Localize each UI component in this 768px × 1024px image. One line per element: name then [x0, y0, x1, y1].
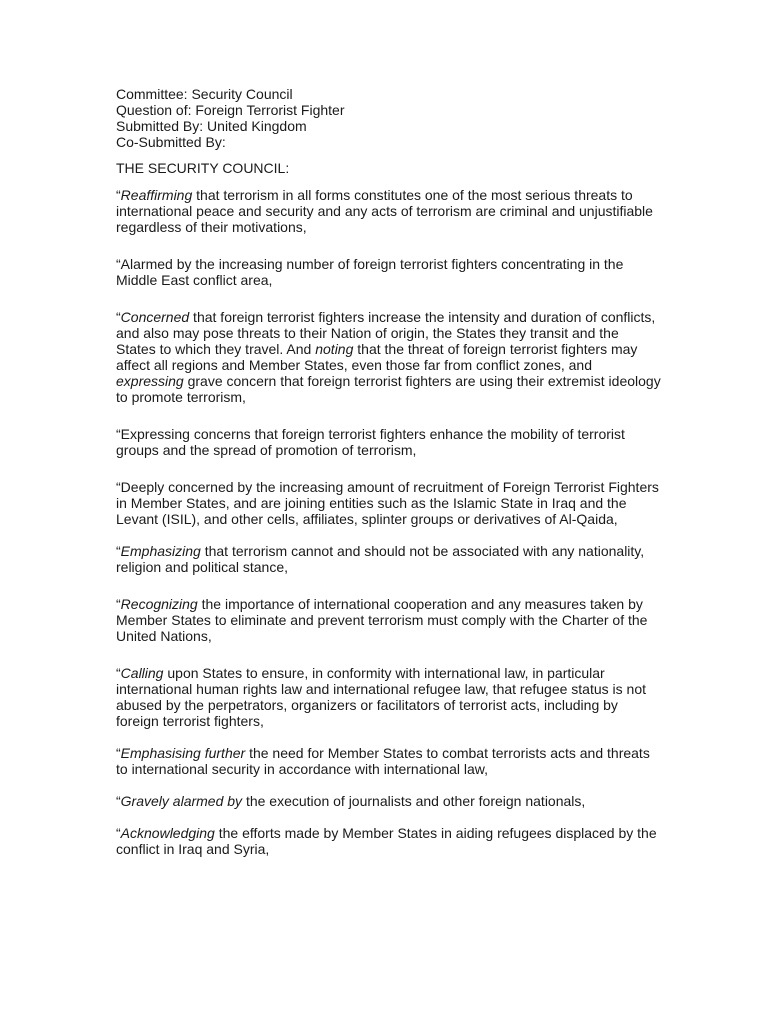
clause-quote: “ — [116, 745, 121, 761]
clause-lead: Recognizing — [120, 596, 198, 612]
clause-text: Expressing concerns that foreign terrorist fighters enhance the mobility of terrorist groups and the spread of promotion of terrorism, — [116, 426, 625, 458]
clause-quote: “ — [116, 665, 121, 681]
clause-lead-noting: noting — [315, 341, 354, 357]
committee-line: Committee: Security Council — [116, 86, 293, 102]
clause-text: that terrorism cannot and should not be associated with any nationality, religion and political stance, — [116, 543, 645, 575]
clause-quote: “ — [116, 793, 121, 809]
clause-text: Deeply concerned by the increasing amount of recruitment of Foreign Terrorist Fighters in Member States, and are joining entities such as the Islamic State in Iraq and the Levant (ISIL), and other cells, affiliates, splinter groups or derivatives of Al-Qaida, — [116, 479, 659, 527]
clause-text-2: that the threat of foreign terrorist fighters may affect all regions and Member States, even those far from conflict zones, and — [116, 341, 638, 373]
clause-lead: Gravely alarmed by — [120, 793, 243, 809]
clause-concerned — [116, 309, 661, 405]
clause-quote: “ — [116, 825, 121, 841]
clause-text-3: grave concern that foreign terrorist fighters are using their extremist ideology to promote terrorism, — [116, 373, 661, 405]
clause-alarmed — [116, 256, 661, 288]
clause-acknowledging — [116, 825, 661, 857]
clause-text: that foreign terrorist fighters increase the intensity and duration of conflicts, and also may pose threats to their Nation of origin, the States they transit and the States to which they travel. And — [116, 309, 656, 357]
clause-text: upon States to ensure, in conformity with international law, in particular international human rights law and international refugee law, that refugee status is not abused by the perpetrators, organizers or facilitators of terrorist acts, including by foreign terrorist fighters, — [116, 665, 646, 729]
clause-emphasizing — [116, 543, 661, 575]
clause-text: that terrorism in all forms constitutes one of the most serious threats to international peace and security and any acts of terrorism are criminal and unjustifiable regardless of their motivations, — [116, 187, 653, 235]
clause-reaffirming — [116, 187, 661, 235]
clause-emphasising-further — [116, 745, 661, 777]
clause-lead: Emphasizing — [120, 543, 201, 559]
clause-quote: “ — [116, 256, 121, 272]
clause-quote: “ — [116, 309, 121, 325]
clause-lead: Emphasising further — [120, 745, 246, 761]
co-submitted-by-line: Co-Submitted By: — [116, 134, 226, 150]
question-line: Question of: Foreign Terrorist Fighter — [116, 102, 345, 118]
clause-deeply-concerned — [116, 479, 661, 527]
clause-gravely-alarmed — [116, 793, 661, 809]
submitted-by-line: Submitted By: United Kingdom — [116, 118, 307, 134]
clause-calling — [116, 665, 661, 729]
clause-lead-expressing: expressing — [116, 373, 184, 389]
clause-lead: Calling — [120, 665, 164, 681]
clause-lead: Concerned — [120, 309, 190, 325]
clause-text: the importance of international cooperation and any measures taken by Member States to eliminate and prevent terrorism must comply with the Charter of the United Nations, — [116, 596, 648, 644]
clause-recognizing — [116, 596, 661, 644]
clause-quote: “ — [116, 479, 121, 495]
clause-text: Alarmed by the increasing number of foreign terrorist fighters concentrating in the Middle East conflict area, — [116, 256, 624, 288]
clause-text: the need for Member States to combat terrorists acts and threats to international security in accordance with international law, — [116, 745, 650, 777]
clause-quote: “ — [116, 426, 121, 442]
clause-text: the efforts made by Member States in aiding refugees displaced by the conflict in Iraq and Syria, — [116, 825, 657, 857]
clause-text: the execution of journalists and other foreign nationals, — [242, 793, 586, 809]
document-content — [116, 86, 661, 857]
clause-quote: “ — [116, 543, 121, 559]
clause-quote: “ — [116, 596, 121, 612]
council-heading: THE SECURITY COUNCIL: — [116, 160, 290, 176]
clause-lead: Acknowledging — [120, 825, 215, 841]
clause-expressing-concerns — [116, 426, 661, 458]
clause-lead: Reaffirming — [120, 187, 193, 203]
clause-quote: “ — [116, 187, 121, 203]
